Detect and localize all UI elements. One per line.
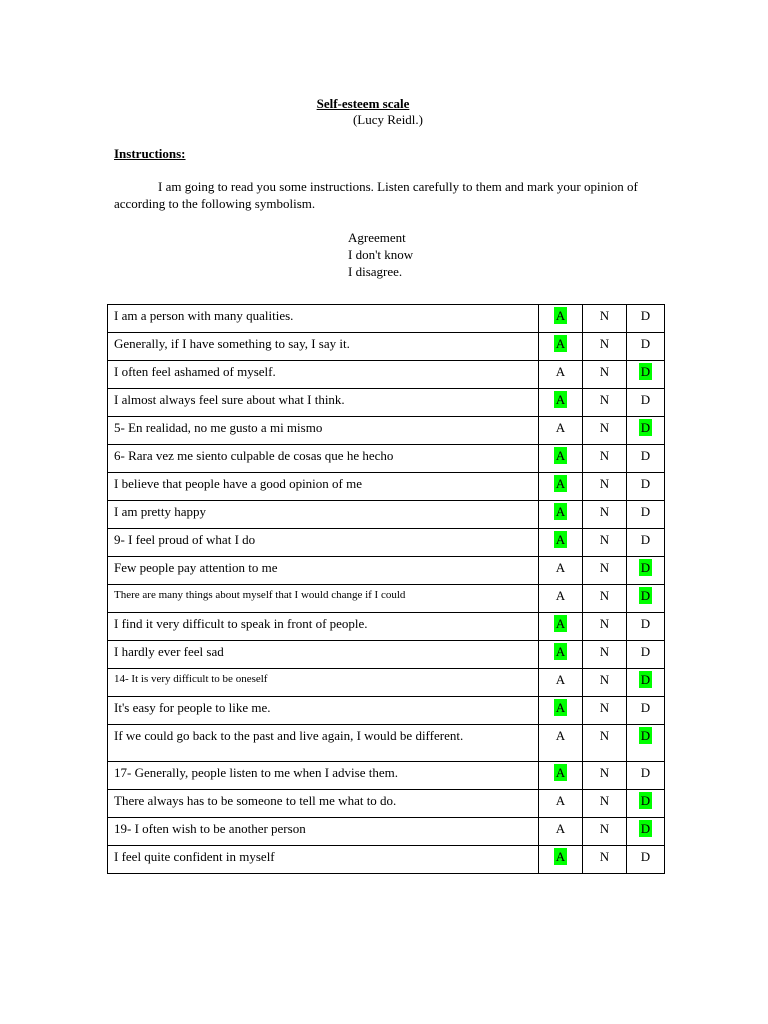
statement-cell: I find it very difficult to speak in front of people.	[108, 613, 539, 641]
option-mark-d: D	[640, 644, 651, 659]
statement-cell: If we could go back to the past and live again, I would be different.	[108, 725, 539, 762]
table-row	[108, 669, 665, 697]
option-mark-d: D	[640, 504, 651, 519]
option-mark-n: N	[599, 308, 610, 323]
option-cell-d[interactable]	[627, 305, 665, 333]
table-row	[108, 557, 665, 585]
option-cell-n[interactable]	[583, 641, 627, 669]
option-cell-n[interactable]	[583, 762, 627, 790]
option-cell-n[interactable]	[583, 613, 627, 641]
option-mark-d: D	[640, 392, 651, 407]
option-mark-d: D	[640, 821, 651, 836]
option-cell-d[interactable]	[627, 473, 665, 501]
option-cell-n[interactable]	[583, 501, 627, 529]
option-cell-a[interactable]	[539, 846, 583, 874]
statement-cell: There are many things about myself that I would change if I could	[108, 585, 539, 613]
option-cell-a[interactable]	[539, 725, 583, 762]
instructions-heading: Instructions:	[114, 146, 186, 161]
option-mark-d: D	[640, 336, 651, 351]
option-cell-n[interactable]	[583, 333, 627, 361]
option-mark-n: N	[599, 644, 610, 659]
statement-cell: I hardly ever feel sad	[108, 641, 539, 669]
table-row	[108, 389, 665, 417]
option-cell-n[interactable]	[583, 846, 627, 874]
option-mark-n: N	[599, 560, 610, 575]
option-mark-d: D	[640, 364, 651, 379]
option-mark-d: D	[640, 532, 651, 547]
table-row	[108, 305, 665, 333]
table-row	[108, 361, 665, 389]
option-mark-a: A	[555, 308, 566, 323]
table-row	[108, 846, 665, 874]
option-mark-a: A	[555, 849, 566, 864]
table-row	[108, 697, 665, 725]
option-cell-a[interactable]	[539, 818, 583, 846]
option-cell-a[interactable]	[539, 417, 583, 445]
option-mark-a: A	[555, 588, 566, 603]
statement-cell: 9- I feel proud of what I do	[108, 529, 539, 557]
table-row	[108, 417, 665, 445]
option-cell-n[interactable]	[583, 697, 627, 725]
table-row	[108, 585, 665, 613]
option-mark-n: N	[599, 728, 610, 743]
option-mark-a: A	[555, 336, 566, 351]
option-mark-n: N	[599, 793, 610, 808]
option-cell-d[interactable]	[627, 669, 665, 697]
option-mark-a: A	[555, 616, 566, 631]
option-mark-a: A	[555, 672, 566, 687]
option-cell-d[interactable]	[627, 361, 665, 389]
instructions-text: I am going to read you some instructions. Listen carefully to them and mark your opinion of according to the following symbolism.	[114, 179, 638, 211]
option-cell-n[interactable]	[583, 585, 627, 613]
option-mark-a: A	[555, 476, 566, 491]
statement-cell: 19- I often wish to be another person	[108, 818, 539, 846]
statement-cell: It's easy for people to like me.	[108, 697, 539, 725]
symbol-legend	[348, 229, 413, 280]
statement-cell: I am a person with many qualities.	[108, 305, 539, 333]
title-text: Self-esteem scale	[316, 96, 410, 111]
option-cell-a[interactable]	[539, 557, 583, 585]
author-line: (Lucy Reidl.)	[352, 112, 424, 127]
option-cell-n[interactable]	[583, 818, 627, 846]
option-cell-a[interactable]	[539, 445, 583, 473]
table-row	[108, 762, 665, 790]
option-mark-n: N	[599, 765, 610, 780]
option-mark-a: A	[555, 420, 566, 435]
table-row	[108, 473, 665, 501]
table-row	[108, 641, 665, 669]
option-cell-n[interactable]	[583, 669, 627, 697]
option-mark-d: D	[640, 793, 651, 808]
option-cell-a[interactable]	[539, 585, 583, 613]
option-cell-d[interactable]	[627, 762, 665, 790]
option-mark-a: A	[555, 821, 566, 836]
option-mark-d: D	[640, 616, 651, 631]
option-cell-d[interactable]	[627, 613, 665, 641]
option-mark-d: D	[640, 448, 651, 463]
statement-cell: 5- En realidad, no me gusto a mi mismo	[108, 417, 539, 445]
option-cell-a[interactable]	[539, 613, 583, 641]
option-mark-d: D	[640, 672, 651, 687]
option-cell-a[interactable]	[539, 333, 583, 361]
table-row	[108, 501, 665, 529]
option-cell-d[interactable]	[627, 846, 665, 874]
statement-cell: Few people pay attention to me	[108, 557, 539, 585]
option-mark-n: N	[599, 672, 610, 687]
option-mark-a: A	[555, 364, 566, 379]
option-mark-a: A	[555, 765, 566, 780]
option-mark-n: N	[599, 336, 610, 351]
option-mark-n: N	[599, 700, 610, 715]
statement-cell: Generally, if I have something to say, I say it.	[108, 333, 539, 361]
option-cell-n[interactable]	[583, 445, 627, 473]
option-cell-a[interactable]	[539, 305, 583, 333]
option-mark-a: A	[555, 504, 566, 519]
statement-cell: I am pretty happy	[108, 501, 539, 529]
option-cell-d[interactable]	[627, 529, 665, 557]
option-cell-d[interactable]	[627, 585, 665, 613]
option-cell-n[interactable]	[583, 790, 627, 818]
symbol-agreement: Agreement	[348, 230, 406, 245]
option-cell-d[interactable]	[627, 641, 665, 669]
table-row	[108, 333, 665, 361]
statement-cell: 6- Rara vez me siento culpable de cosas que he hecho	[108, 445, 539, 473]
option-mark-a: A	[555, 728, 566, 743]
option-mark-a: A	[555, 392, 566, 407]
table-row	[108, 613, 665, 641]
option-cell-n[interactable]	[583, 529, 627, 557]
option-cell-d[interactable]	[627, 725, 665, 762]
option-mark-a: A	[555, 532, 566, 547]
symbol-disagree: I disagree.	[348, 264, 403, 279]
option-mark-d: D	[640, 476, 651, 491]
option-mark-d: D	[640, 700, 651, 715]
option-mark-n: N	[599, 392, 610, 407]
statement-cell: I believe that people have a good opinion of me	[108, 473, 539, 501]
option-mark-n: N	[599, 364, 610, 379]
option-mark-n: N	[599, 532, 610, 547]
option-cell-n[interactable]	[583, 305, 627, 333]
statement-cell: I feel quite confident in myself	[108, 846, 539, 874]
option-cell-d[interactable]	[627, 333, 665, 361]
option-mark-n: N	[599, 849, 610, 864]
option-cell-d[interactable]	[627, 818, 665, 846]
self-esteem-table	[107, 304, 665, 874]
option-mark-d: D	[640, 849, 651, 864]
option-mark-a: A	[555, 793, 566, 808]
symbol-dont-know: I don't know	[348, 247, 414, 262]
option-mark-n: N	[599, 476, 610, 491]
option-mark-d: D	[640, 420, 651, 435]
option-cell-d[interactable]	[627, 417, 665, 445]
option-mark-a: A	[555, 560, 566, 575]
option-cell-a[interactable]	[539, 529, 583, 557]
option-cell-a[interactable]	[539, 762, 583, 790]
option-cell-d[interactable]	[627, 389, 665, 417]
option-cell-n[interactable]	[583, 361, 627, 389]
option-mark-n: N	[599, 821, 610, 836]
option-cell-a[interactable]	[539, 669, 583, 697]
option-mark-n: N	[599, 588, 610, 603]
option-mark-d: D	[640, 308, 651, 323]
statement-cell: 14- It is very difficult to be oneself	[108, 669, 539, 697]
option-cell-n[interactable]	[583, 725, 627, 762]
table-row	[108, 818, 665, 846]
option-mark-d: D	[640, 765, 651, 780]
option-mark-a: A	[555, 700, 566, 715]
statement-cell: There always has to be someone to tell me what to do.	[108, 790, 539, 818]
table-row	[108, 725, 665, 762]
option-cell-n[interactable]	[583, 557, 627, 585]
option-cell-a[interactable]	[539, 473, 583, 501]
option-cell-d[interactable]	[627, 501, 665, 529]
option-mark-a: A	[555, 448, 566, 463]
option-mark-a: A	[555, 644, 566, 659]
option-cell-d[interactable]	[627, 557, 665, 585]
option-cell-a[interactable]	[539, 501, 583, 529]
statement-cell: 17- Generally, people listen to me when I advise them.	[108, 762, 539, 790]
option-cell-d[interactable]	[627, 790, 665, 818]
option-cell-d[interactable]	[627, 697, 665, 725]
option-cell-n[interactable]	[583, 417, 627, 445]
option-mark-d: D	[640, 588, 651, 603]
table-row	[108, 790, 665, 818]
option-mark-n: N	[599, 448, 610, 463]
option-mark-n: N	[599, 420, 610, 435]
option-mark-d: D	[640, 728, 651, 743]
option-mark-d: D	[640, 560, 651, 575]
option-cell-a[interactable]	[539, 361, 583, 389]
option-cell-n[interactable]	[583, 473, 627, 501]
document-title	[0, 96, 768, 112]
option-cell-a[interactable]	[539, 790, 583, 818]
table-row	[108, 445, 665, 473]
option-cell-d[interactable]	[627, 445, 665, 473]
statement-cell: I often feel ashamed of myself.	[108, 361, 539, 389]
option-mark-n: N	[599, 616, 610, 631]
option-cell-a[interactable]	[539, 697, 583, 725]
statement-cell: I almost always feel sure about what I think.	[108, 389, 539, 417]
table-row	[108, 529, 665, 557]
option-cell-a[interactable]	[539, 641, 583, 669]
option-mark-n: N	[599, 504, 610, 519]
option-cell-a[interactable]	[539, 389, 583, 417]
option-cell-n[interactable]	[583, 389, 627, 417]
